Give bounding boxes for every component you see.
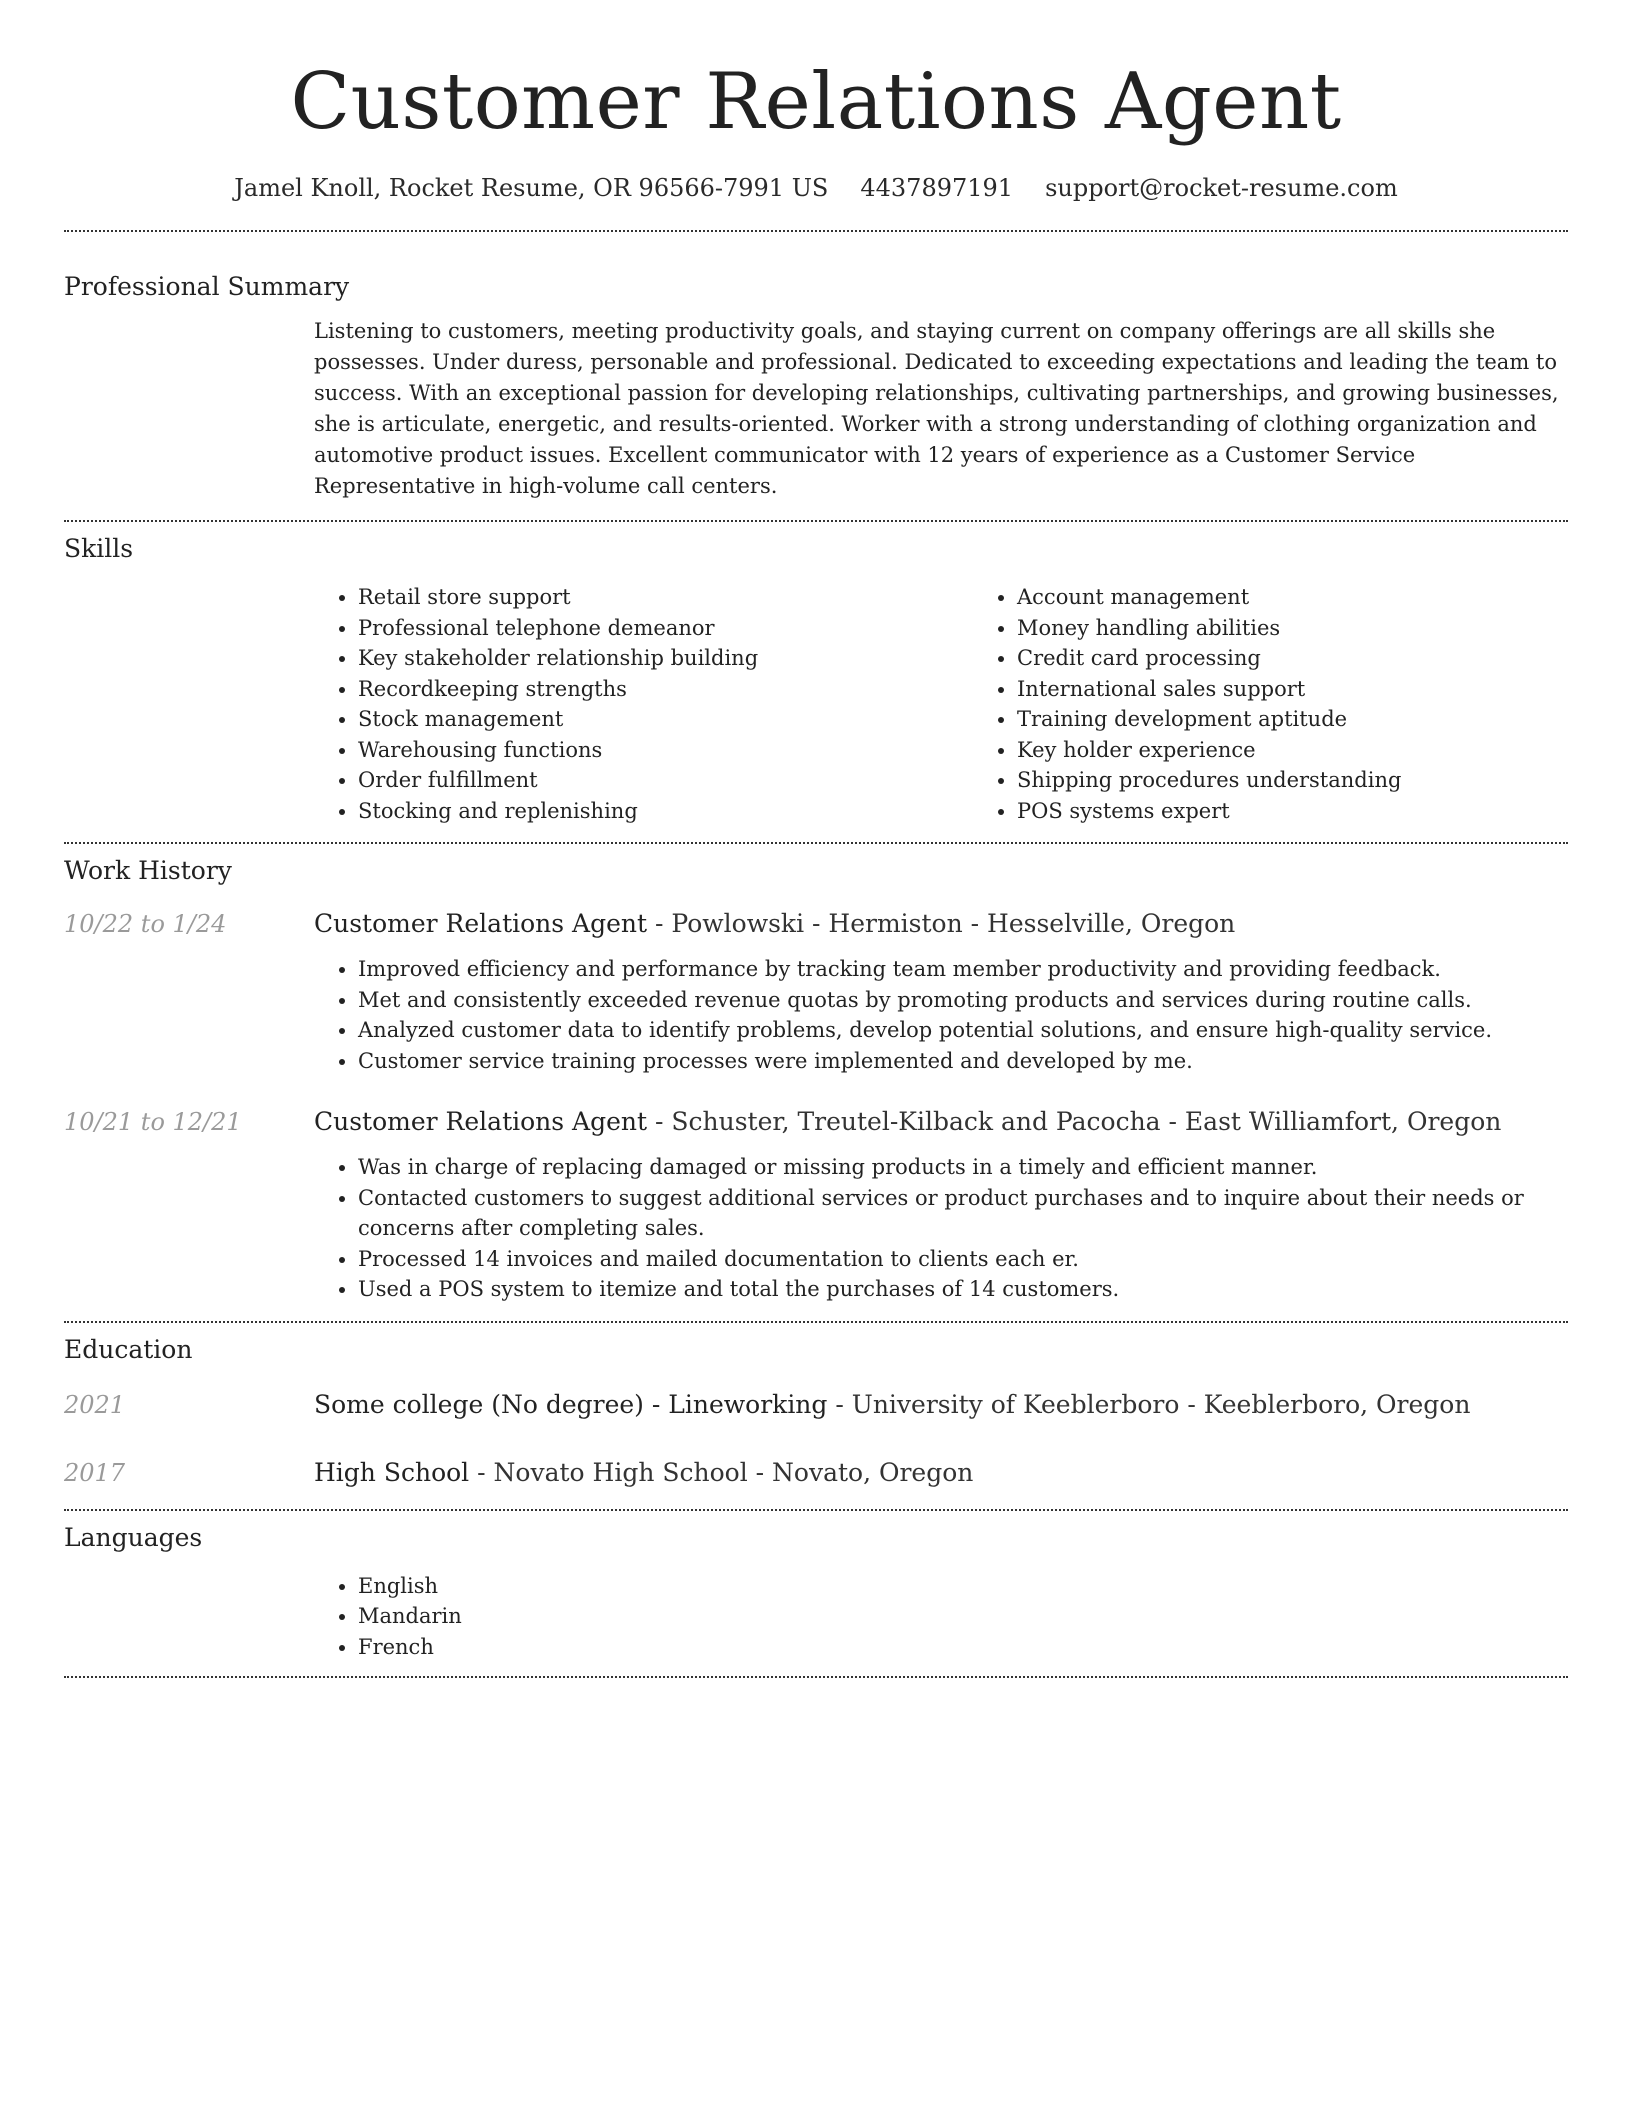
job-entry <box>64 908 1568 1076</box>
education-entry <box>64 1389 1568 1421</box>
skill-item: • International sales support <box>1017 674 1632 705</box>
skill-item: • Key stakeholder relationship building <box>358 643 973 674</box>
summary-heading: Professional Summary <box>64 272 350 301</box>
education-school: - Novato High School - Novato, Oregon <box>469 1457 974 1487</box>
education-degree: Some college (No degree) - Lineworking <box>314 1389 828 1419</box>
skill-item: • Warehousing functions <box>358 735 973 766</box>
language-item: • Mandarin <box>358 1601 1568 1632</box>
job-heading <box>314 908 1568 940</box>
education-entry <box>64 1457 1568 1489</box>
divider <box>64 1676 1568 1678</box>
skill-item: • Account management <box>1017 582 1632 613</box>
skill-item: • Professional telephone demeanor <box>358 613 973 644</box>
resume-page <box>64 0 1568 1678</box>
skill-item: • Stock management <box>358 704 973 735</box>
job-bullets <box>314 954 1568 1076</box>
job-bullet: • Contacted customers to suggest additional services or product purchases and to inquire about their needs or concerns after completing sales. <box>358 1183 1568 1244</box>
skill-item: • Retail store support <box>358 582 973 613</box>
skill-item: • Money handling abilities <box>1017 613 1632 644</box>
skills-heading: Skills <box>64 534 134 563</box>
contact-email: support@rocket-resume.com <box>1045 174 1398 202</box>
skill-item: • Training development aptitude <box>1017 704 1632 735</box>
job-bullet: • Met and consistently exceeded revenue quotas by promoting products and services during routine calls. <box>358 985 1568 1016</box>
summary-text: Listening to customers, meeting productivity goals, and staying current on company offerings are all skills she possesses. Under duress, personable and professional. Dedicated to exceeding expectations and leading the team to success. With an exceptional passion for developing relationships, cultivating partnerships, and growing businesses, she is articulate, energetic, and results-oriented. Worker with a strong understanding of clothing organization and automotive product issues. Excellent communicator with 12 years of experience as a Customer Service Representative in high-volume call centers. <box>314 319 1559 498</box>
job-title: Customer Relations Agent <box>314 1107 648 1136</box>
job-heading <box>314 1106 1568 1138</box>
skill-item: • Key holder experience <box>1017 735 1632 766</box>
contact-line <box>64 172 1568 204</box>
job-employer: - Powlowski - Hermiston - Hesselville, Oregon <box>647 909 1236 938</box>
contact-phone: 4437897191 <box>860 174 1014 202</box>
education-heading: Education <box>64 1334 193 1364</box>
skill-item: • Credit card processing <box>1017 643 1632 674</box>
education-year: 2021 <box>64 1390 126 1419</box>
skill-item: • Order fulfillment <box>358 765 973 796</box>
skills-section <box>64 582 1568 826</box>
language-item: • French <box>358 1632 1568 1663</box>
job-bullet: • Was in charge of replacing damaged or missing products in a timely and efficient manner. <box>358 1152 1568 1183</box>
job-entry <box>64 1106 1568 1305</box>
education-details <box>314 1457 1568 1489</box>
summary-section <box>64 316 1568 502</box>
languages-heading: Languages <box>64 1522 203 1552</box>
divider <box>64 230 1568 232</box>
resume-title: Customer Relations Agent <box>290 57 1342 147</box>
job-employer: - Schuster, Treutel-Kilback and Pacocha - East Williamfort, Oregon <box>647 1107 1502 1136</box>
skill-item: • Recordkeeping strengths <box>358 674 973 705</box>
skill-item: • Shipping procedures understanding <box>1017 765 1632 796</box>
job-bullet: • Processed 14 invoices and mailed documentation to clients each er. <box>358 1244 1568 1275</box>
job-dates: 10/21 to 12/21 <box>64 1108 242 1136</box>
divider <box>64 1321 1568 1323</box>
contact-address: Jamel Knoll, Rocket Resume, OR 96566-7991 US <box>234 174 829 202</box>
job-bullet: • Analyzed customer data to identify problems, develop potential solutions, and ensure high-quality service. <box>358 1015 1568 1046</box>
languages-list <box>314 1571 1568 1663</box>
job-title: Customer Relations Agent <box>314 909 648 938</box>
divider <box>64 520 1568 522</box>
languages-section <box>64 1571 1568 1663</box>
education-year: 2017 <box>64 1458 126 1487</box>
job-bullet: • Used a POS system to itemize and total the purchases of 14 customers. <box>358 1274 1568 1305</box>
education-degree: High School <box>314 1457 470 1487</box>
divider <box>64 842 1568 844</box>
divider <box>64 1509 1568 1511</box>
language-item: • English <box>358 1571 1568 1602</box>
skills-list-right <box>973 582 1632 826</box>
job-bullet: • Customer service training processes were implemented and developed by me. <box>358 1046 1568 1077</box>
skill-item: • POS systems expert <box>1017 796 1632 827</box>
work-heading: Work History <box>64 856 232 885</box>
skills-list-left <box>314 582 973 826</box>
skill-item: • Stocking and replenishing <box>358 796 973 827</box>
job-bullets <box>314 1152 1568 1305</box>
job-bullet: • Improved efficiency and performance by tracking team member productivity and providing feedback. <box>358 954 1568 985</box>
education-details <box>314 1389 1568 1421</box>
education-school: - University of Keeblerboro - Keeblerboro, Oregon <box>827 1389 1471 1419</box>
job-dates: 10/22 to 1/24 <box>64 910 227 938</box>
